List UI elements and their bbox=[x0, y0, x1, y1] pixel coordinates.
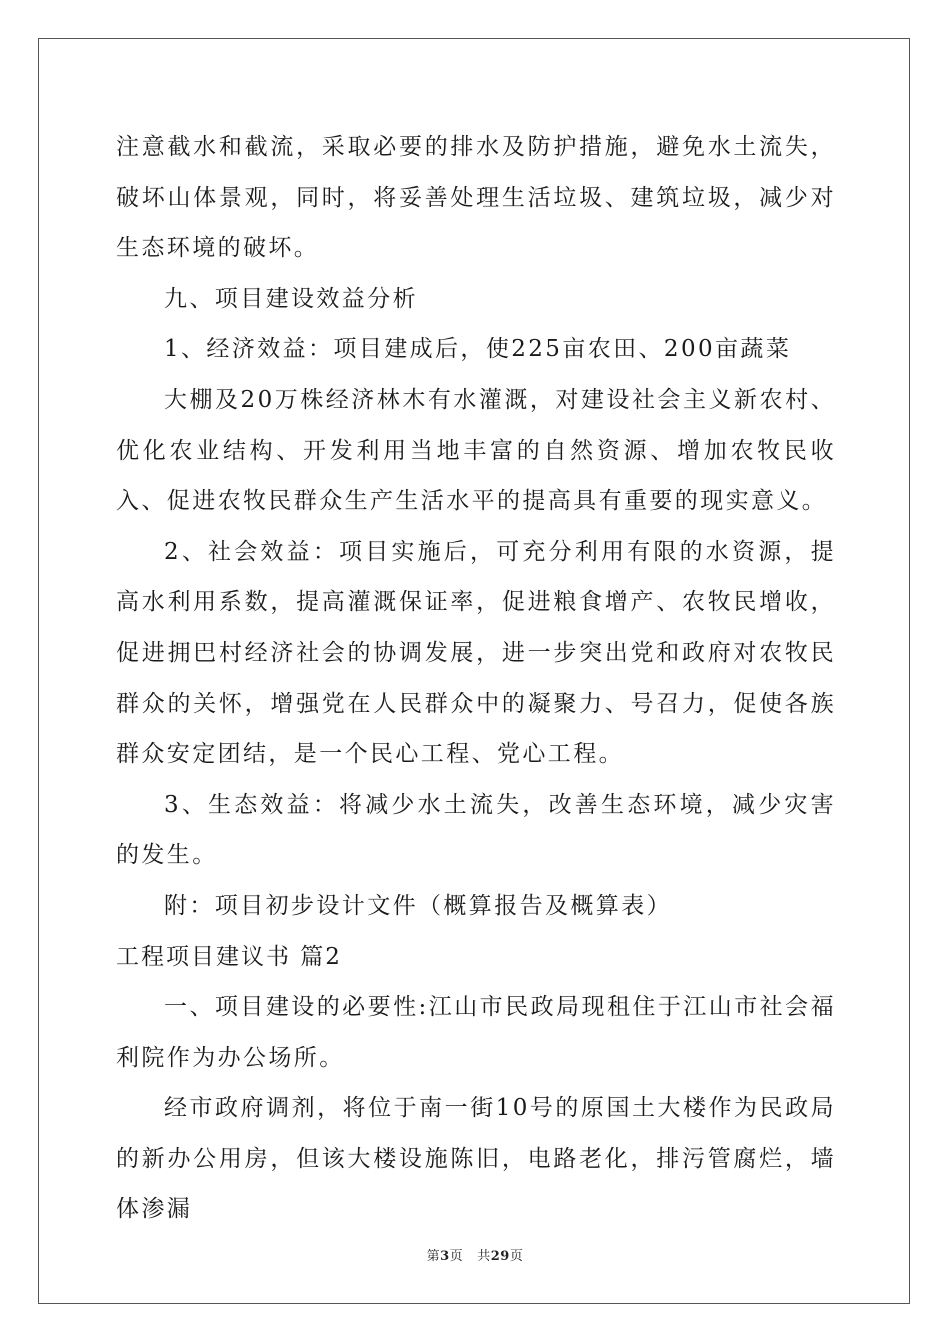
paragraph-government-allocation: 经市政府调剂，将位于南一街10号的原国土大楼作为民政局的新办公用房，但该大楼设施陈旧，电路老化，排污管腐烂，墙体渗漏 bbox=[116, 1095, 836, 1223]
page-number: 3 bbox=[440, 1249, 450, 1264]
paragraph-economic-benefit-cont: 大棚及20万株经济林木有水灌溉，对建设社会主义新农村、优化农业结构、开发利用当地丰富的自然资源、增加农牧民收入、促进农牧民群众生产生活水平的提高具有重要的现实意义。 bbox=[116, 386, 836, 515]
page-prefix: 第 bbox=[426, 1249, 441, 1264]
paragraph-ecological-benefit: 3、生态效益：将减少水土流失，改善生态环境，减少灾害的发生。 bbox=[116, 791, 836, 869]
document-section-title: 工程项目建议书 篇2 bbox=[116, 943, 342, 970]
paragraph-social-benefit: 2、社会效益：项目实施后，可充分利用有限的水资源，提高水利用系数，提高灌溉保证率，促进粮食增产、农牧民增收，促进拥巴村经济社会的协调发展，进一步突出党和政府对农牧民群众的关怀，增强党在人民群众中的凝聚力、号召力，促使各族群众安定团结，是一个民心工程、党心工程。 bbox=[116, 538, 836, 768]
paragraph-attachment: 附：项目初步设计文件（概算报告及概算表） bbox=[164, 892, 672, 919]
page-suffix: 页 bbox=[449, 1249, 464, 1264]
total-suffix: 页 bbox=[509, 1249, 524, 1264]
paragraph-economic-benefit: 1、经济效益：项目建成后，使225亩农田、200亩蔬菜 bbox=[164, 336, 792, 363]
paragraph-1: 注意截水和截流，采取必要的排水及防护措施，避免水土流失，破坏山体景观，同时，将妥善处理生活垃圾、建筑垃圾，减少对生态环境的破坏。 bbox=[116, 134, 836, 262]
total-prefix: 共 bbox=[477, 1249, 491, 1264]
page-footer bbox=[0, 1245, 950, 1264]
section-heading-benefit-analysis: 九、项目建设效益分析 bbox=[164, 285, 418, 312]
total-pages: 29 bbox=[490, 1249, 510, 1264]
paragraph-necessity: 一、项目建设的必要性:江山市民政局现租住于江山市社会福利院作为办公场所。 bbox=[116, 994, 836, 1071]
document-body bbox=[116, 122, 836, 1235]
